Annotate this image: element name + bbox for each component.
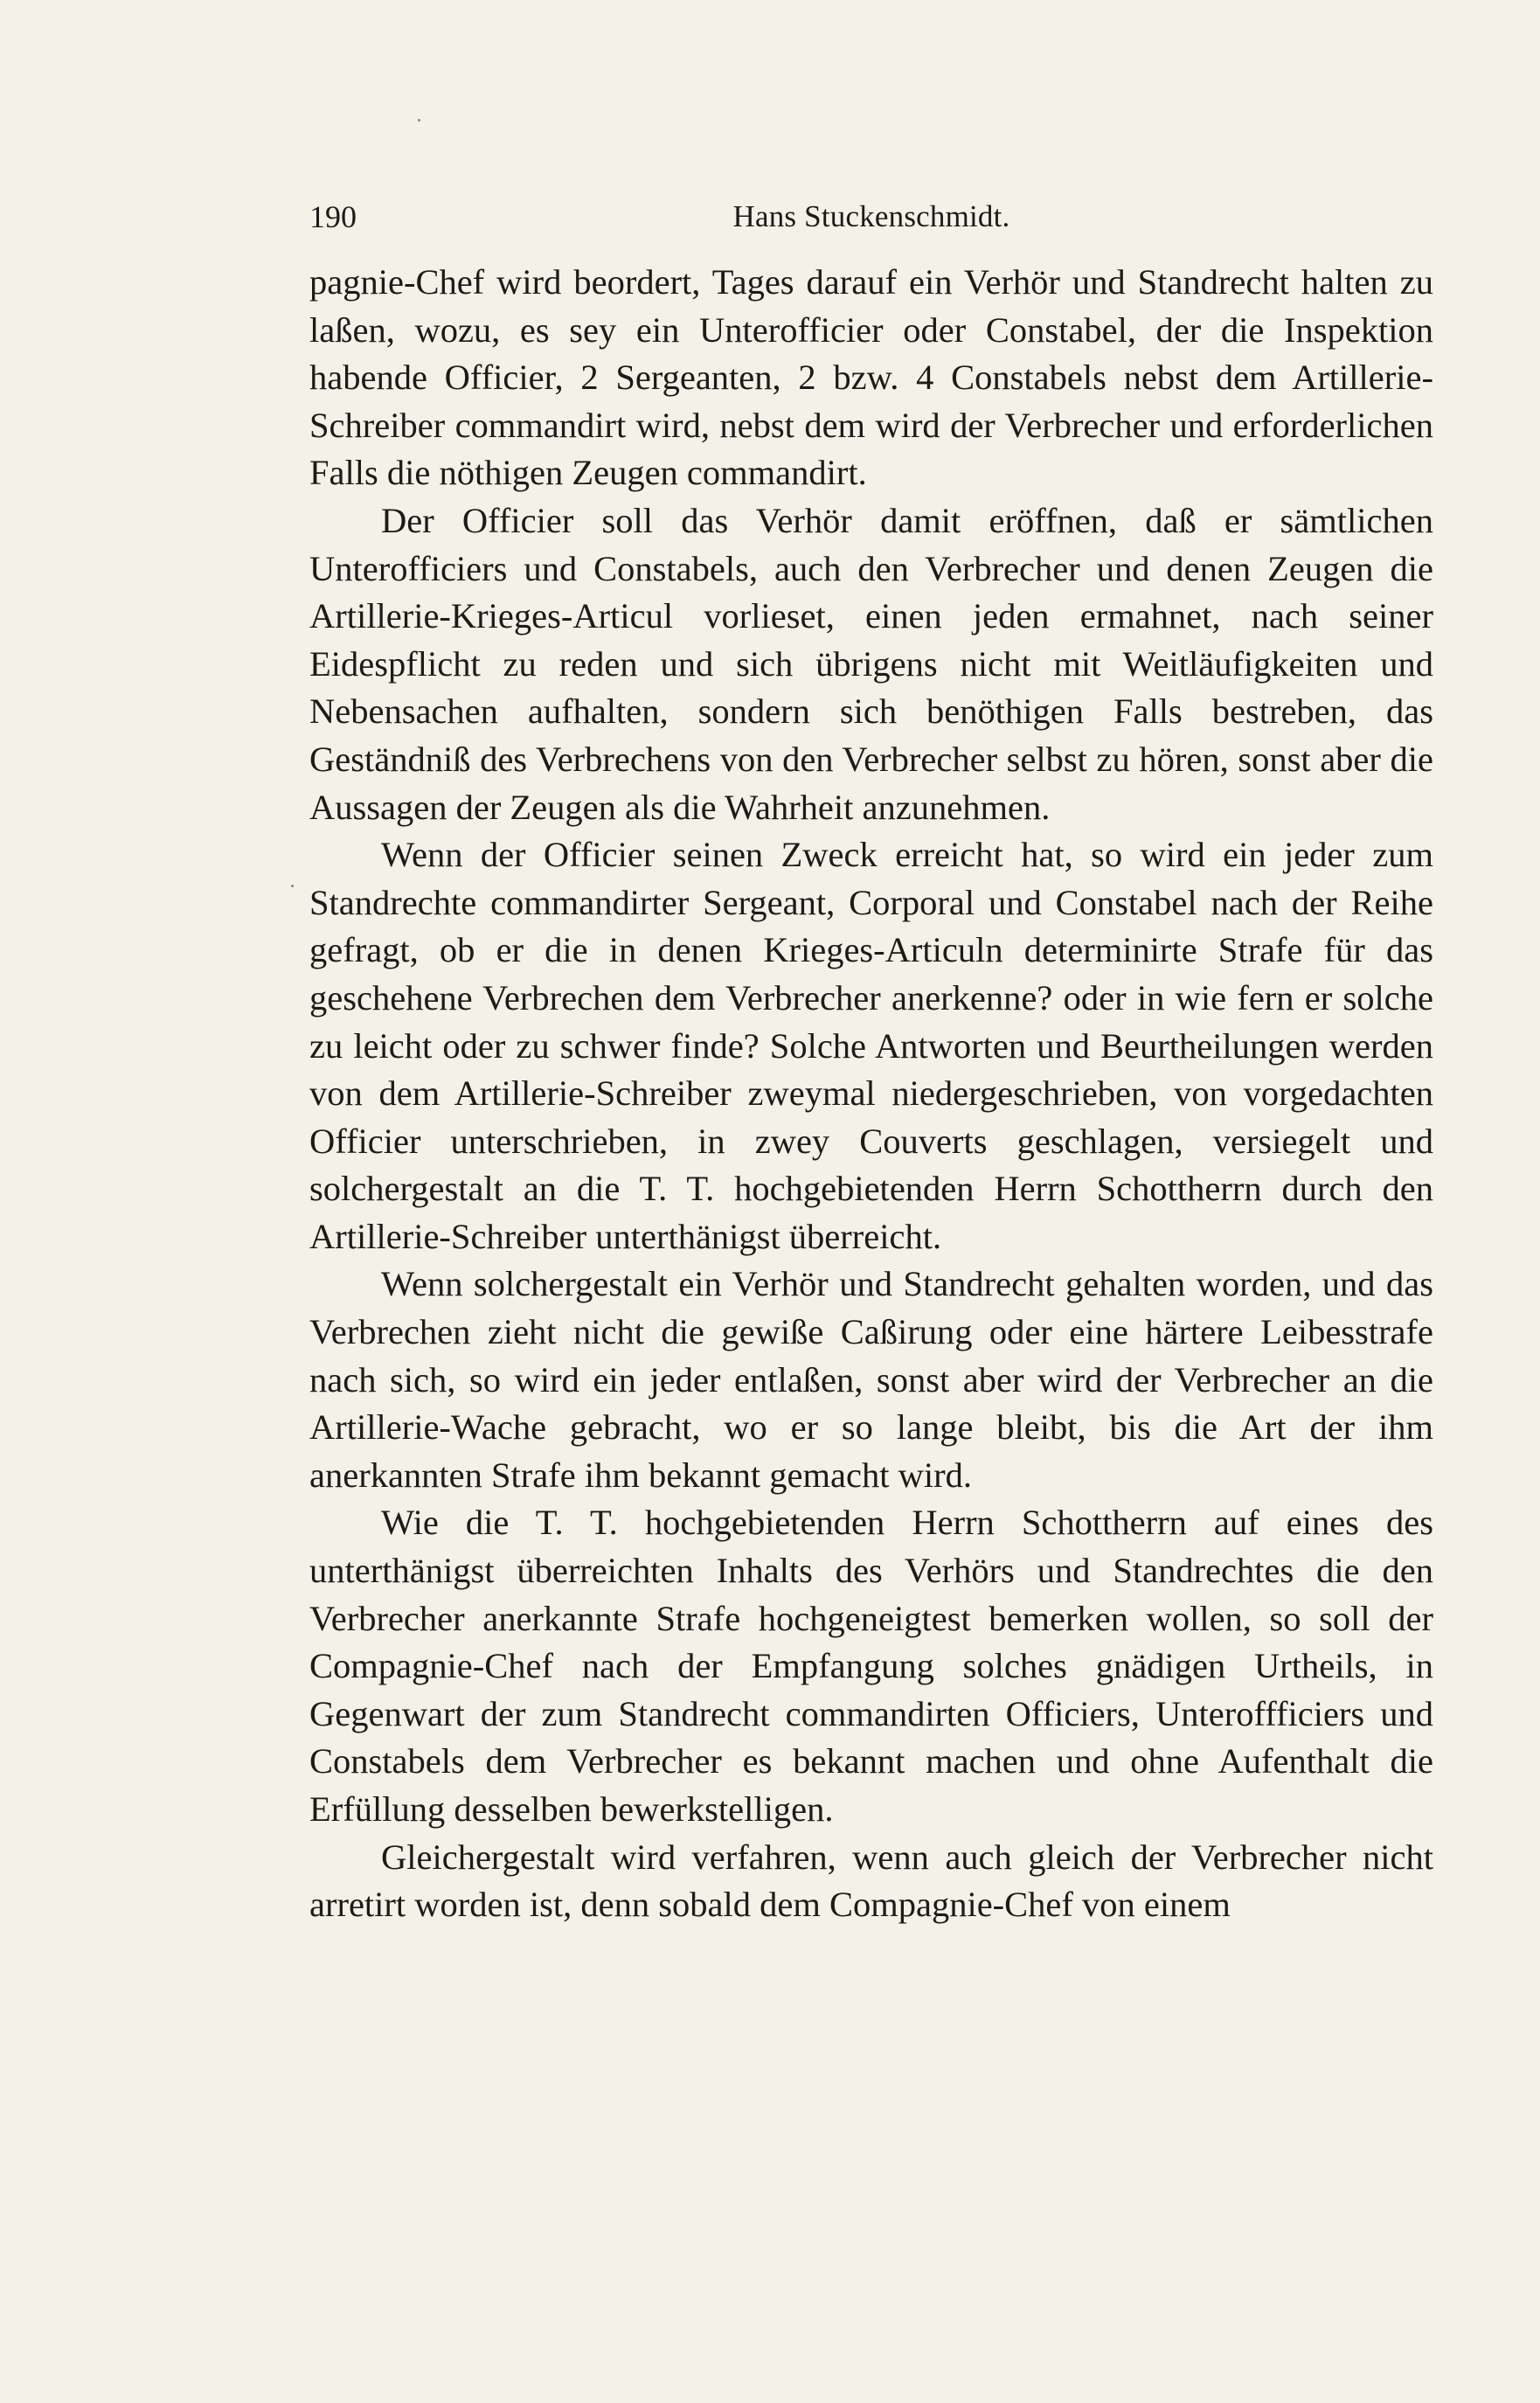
paragraph: Wie die T. T. hochgebietenden Herrn Schottherrn auf eines des unterthänigst überreichten Inhalts des Verhörs und Standrechtes die den Verbrecher anerkannte Strafe hochgeneigtest bemerken wollen, so soll der Compagnie-Chef nach der Empfangung solches gnädigen Urtheils, in Gegenwart der zum Standrecht commandirten Officiers, Unteroffficiers und Constabels dem Verbrecher es bekannt machen und ohne Aufenthalt die Erfüllung desselben bewerkstelligen. (309, 1503, 1433, 1829)
paragraph: pagnie-Chef wird beordert, Tages darauf ein Verhör und Standrecht halten zu laßen, wozu, es sey ein Unterofficier oder Constabel, der die Inspektion habende Officier, 2 Sergeanten, 2 bzw. 4 Constabels nebst dem Artillerie-Schreiber commandirt wird, nebst dem wird der Verbrecher und erforderlichen Falls die nöthigen Zeugen commandirt. (309, 262, 1433, 493)
body-text (309, 259, 1433, 1929)
paper-speck (291, 885, 294, 887)
paragraph: Wenn der Officier seinen Zweck erreicht hat, so wird ein jeder zum Standrechte commandirter Sergeant, Corporal und Constabel nach der Reihe gefragt, ob er die in denen Krieges-Articuln determinirte Strafe für das geschehene Verbrechen dem Verbrecher anerkenne? oder in wie fern er solche zu leicht oder zu schwer finde? Solche Antworten und Beurtheilungen werden von dem Artillerie-Schreiber zweymal niedergeschrieben, von vorgedachten Officier unterschrieben, in zwey Couverts geschlagen, versiegelt und solchergestalt an die T. T. hochgebietenden Herrn Schottherrn durch den Artillerie-Schreiber unterthänigst überreicht. (309, 835, 1433, 1256)
running-title: Hans Stuckenschmidt. (732, 199, 1010, 233)
page-header (309, 191, 1433, 243)
paragraph: Der Officier soll das Verhör damit eröffnen, daß er sämtlichen Unterofficiers und Constabels, auch den Verbrecher und denen Zeugen die Artillerie-Krieges-Articul vorlieset, einen jeden ermahnet, nach seiner Eidespflicht zu reden und sich übrigens nicht mit Weitläufigkeiten und Nebensachen aufhalten, sondern sich benöthigen Falls bestreben, das Geständniß des Verbrechens von den Verbrecher selbst zu hören, sonst aber die Aussagen der Zeugen als die Wahrheit anzunehmen. (309, 500, 1433, 827)
page-number: 190 (309, 199, 357, 234)
paper-speck (418, 119, 420, 122)
paragraph: Gleichergestalt wird verfahren, wenn auch gleich der Verbrecher nicht arretirt worden ist, denn sobald dem Compagnie-Chef von einem (309, 1837, 1433, 1925)
paragraph: Wenn solchergestalt ein Verhör und Standrecht gehalten worden, und das Verbrechen zieht nicht die gewiße Caßirung oder eine härtere Leibesstrafe nach sich, so wird ein jeder entlaßen, sonst aber wird der Verbrecher an die Artillerie-Wache gebracht, wo er so lange bleibt, bis die Art der ihm anerkannten Strafe ihm bekannt gemacht wird. (309, 1264, 1433, 1495)
